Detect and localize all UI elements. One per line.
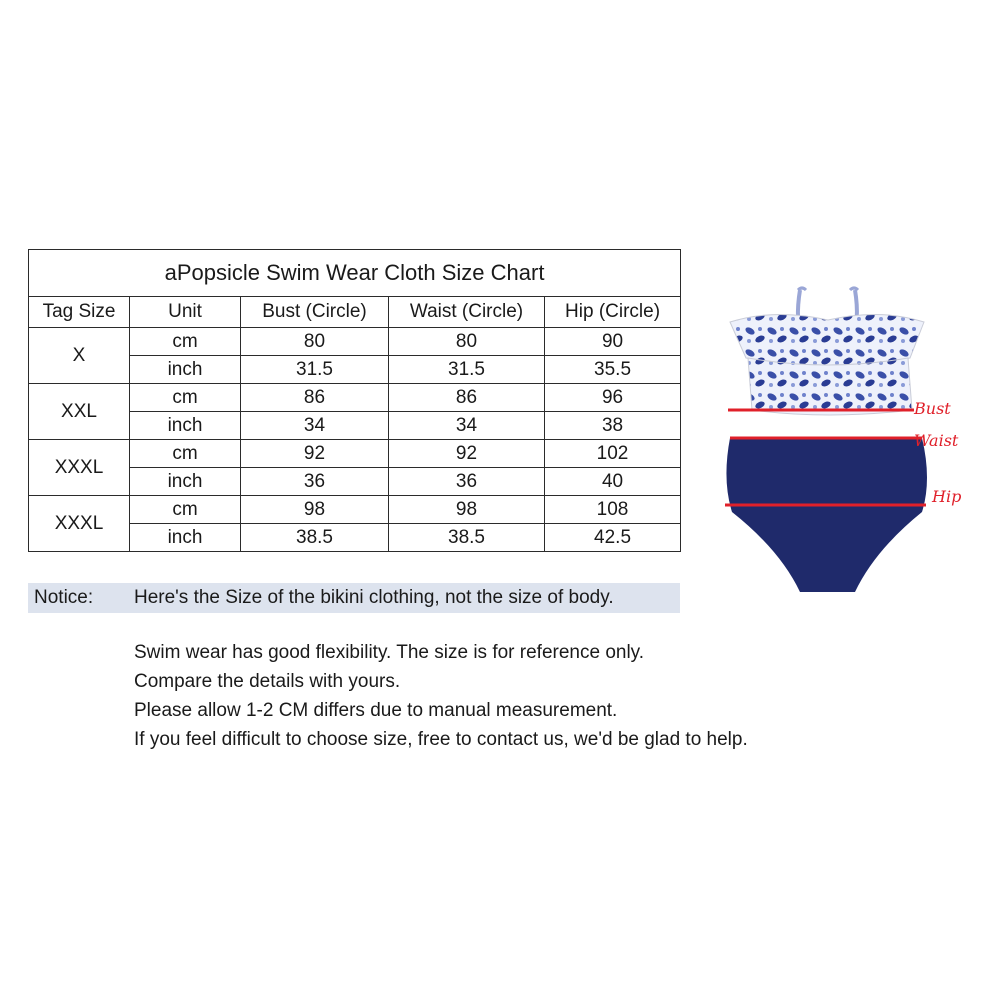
waist-label: Waist — [914, 431, 959, 450]
waist-cell: 98 — [389, 496, 545, 524]
unit-cell: cm — [130, 440, 241, 468]
table-row — [29, 440, 681, 468]
bust-cell: 92 — [241, 440, 389, 468]
ruffle-top-icon — [730, 314, 924, 365]
note-line: If you feel difficult to choose size, free to contact us, we'd be glad to help. — [134, 729, 748, 750]
hip-label: Hip — [932, 487, 962, 506]
unit-cell: cm — [130, 328, 241, 356]
hip-cell: 90 — [545, 328, 681, 356]
waist-cell: 38.5 — [389, 524, 545, 552]
unit-cell: inch — [130, 468, 241, 496]
bikini-measurement-diagram — [700, 280, 980, 610]
notice-bar — [28, 583, 680, 613]
waist-cell: 34 — [389, 412, 545, 440]
bust-cell: 98 — [241, 496, 389, 524]
notice-text: Here's the Size of the bikini clothing, not the size of body. — [134, 587, 614, 608]
header-row — [29, 297, 681, 328]
hip-cell: 42.5 — [545, 524, 681, 552]
col-header-tag-size: Tag Size — [29, 297, 130, 328]
hip-cell: 38 — [545, 412, 681, 440]
col-header-hip: Hip (Circle) — [545, 297, 681, 328]
waist-cell: 86 — [389, 384, 545, 412]
hip-cell: 35.5 — [545, 356, 681, 384]
note-line: Swim wear has good flexibility. The size is for reference only. — [134, 642, 645, 663]
bust-cell: 36 — [241, 468, 389, 496]
unit-cell: inch — [130, 412, 241, 440]
bust-label: Bust — [914, 399, 951, 418]
col-header-unit: Unit — [130, 297, 241, 328]
hip-cell: 40 — [545, 468, 681, 496]
waist-cell: 92 — [389, 440, 545, 468]
bust-cell: 38.5 — [241, 524, 389, 552]
bust-cell: 31.5 — [241, 356, 389, 384]
notes-list — [134, 638, 748, 754]
tag-size-cell: XXXL — [29, 496, 130, 552]
table-title: aPopsicle Swim Wear Cloth Size Chart — [29, 250, 681, 297]
table-row — [29, 384, 681, 412]
waist-cell: 36 — [389, 468, 545, 496]
bikini-bottom-icon — [726, 438, 927, 592]
waist-cell: 80 — [389, 328, 545, 356]
hip-cell: 102 — [545, 440, 681, 468]
bust-cell: 34 — [241, 412, 389, 440]
tag-size-cell: XXL — [29, 384, 130, 440]
tag-size-cell: X — [29, 328, 130, 384]
bust-cell: 80 — [241, 328, 389, 356]
unit-cell: cm — [130, 496, 241, 524]
size-chart-table — [28, 249, 681, 552]
unit-cell: inch — [130, 524, 241, 552]
notice-label: Notice: — [34, 587, 94, 608]
table-body — [29, 328, 681, 552]
col-header-bust: Bust (Circle) — [241, 297, 389, 328]
note-line: Please allow 1-2 CM differs due to manual measurement. — [134, 700, 618, 721]
waist-cell: 31.5 — [389, 356, 545, 384]
col-header-waist: Waist (Circle) — [389, 297, 545, 328]
hip-cell: 96 — [545, 384, 681, 412]
table-row — [29, 496, 681, 524]
table-row — [29, 328, 681, 356]
tag-size-cell: XXXL — [29, 440, 130, 496]
hip-cell: 108 — [545, 496, 681, 524]
note-line: Compare the details with yours. — [134, 671, 401, 692]
bust-cell: 86 — [241, 384, 389, 412]
unit-cell: inch — [130, 356, 241, 384]
unit-cell: cm — [130, 384, 241, 412]
